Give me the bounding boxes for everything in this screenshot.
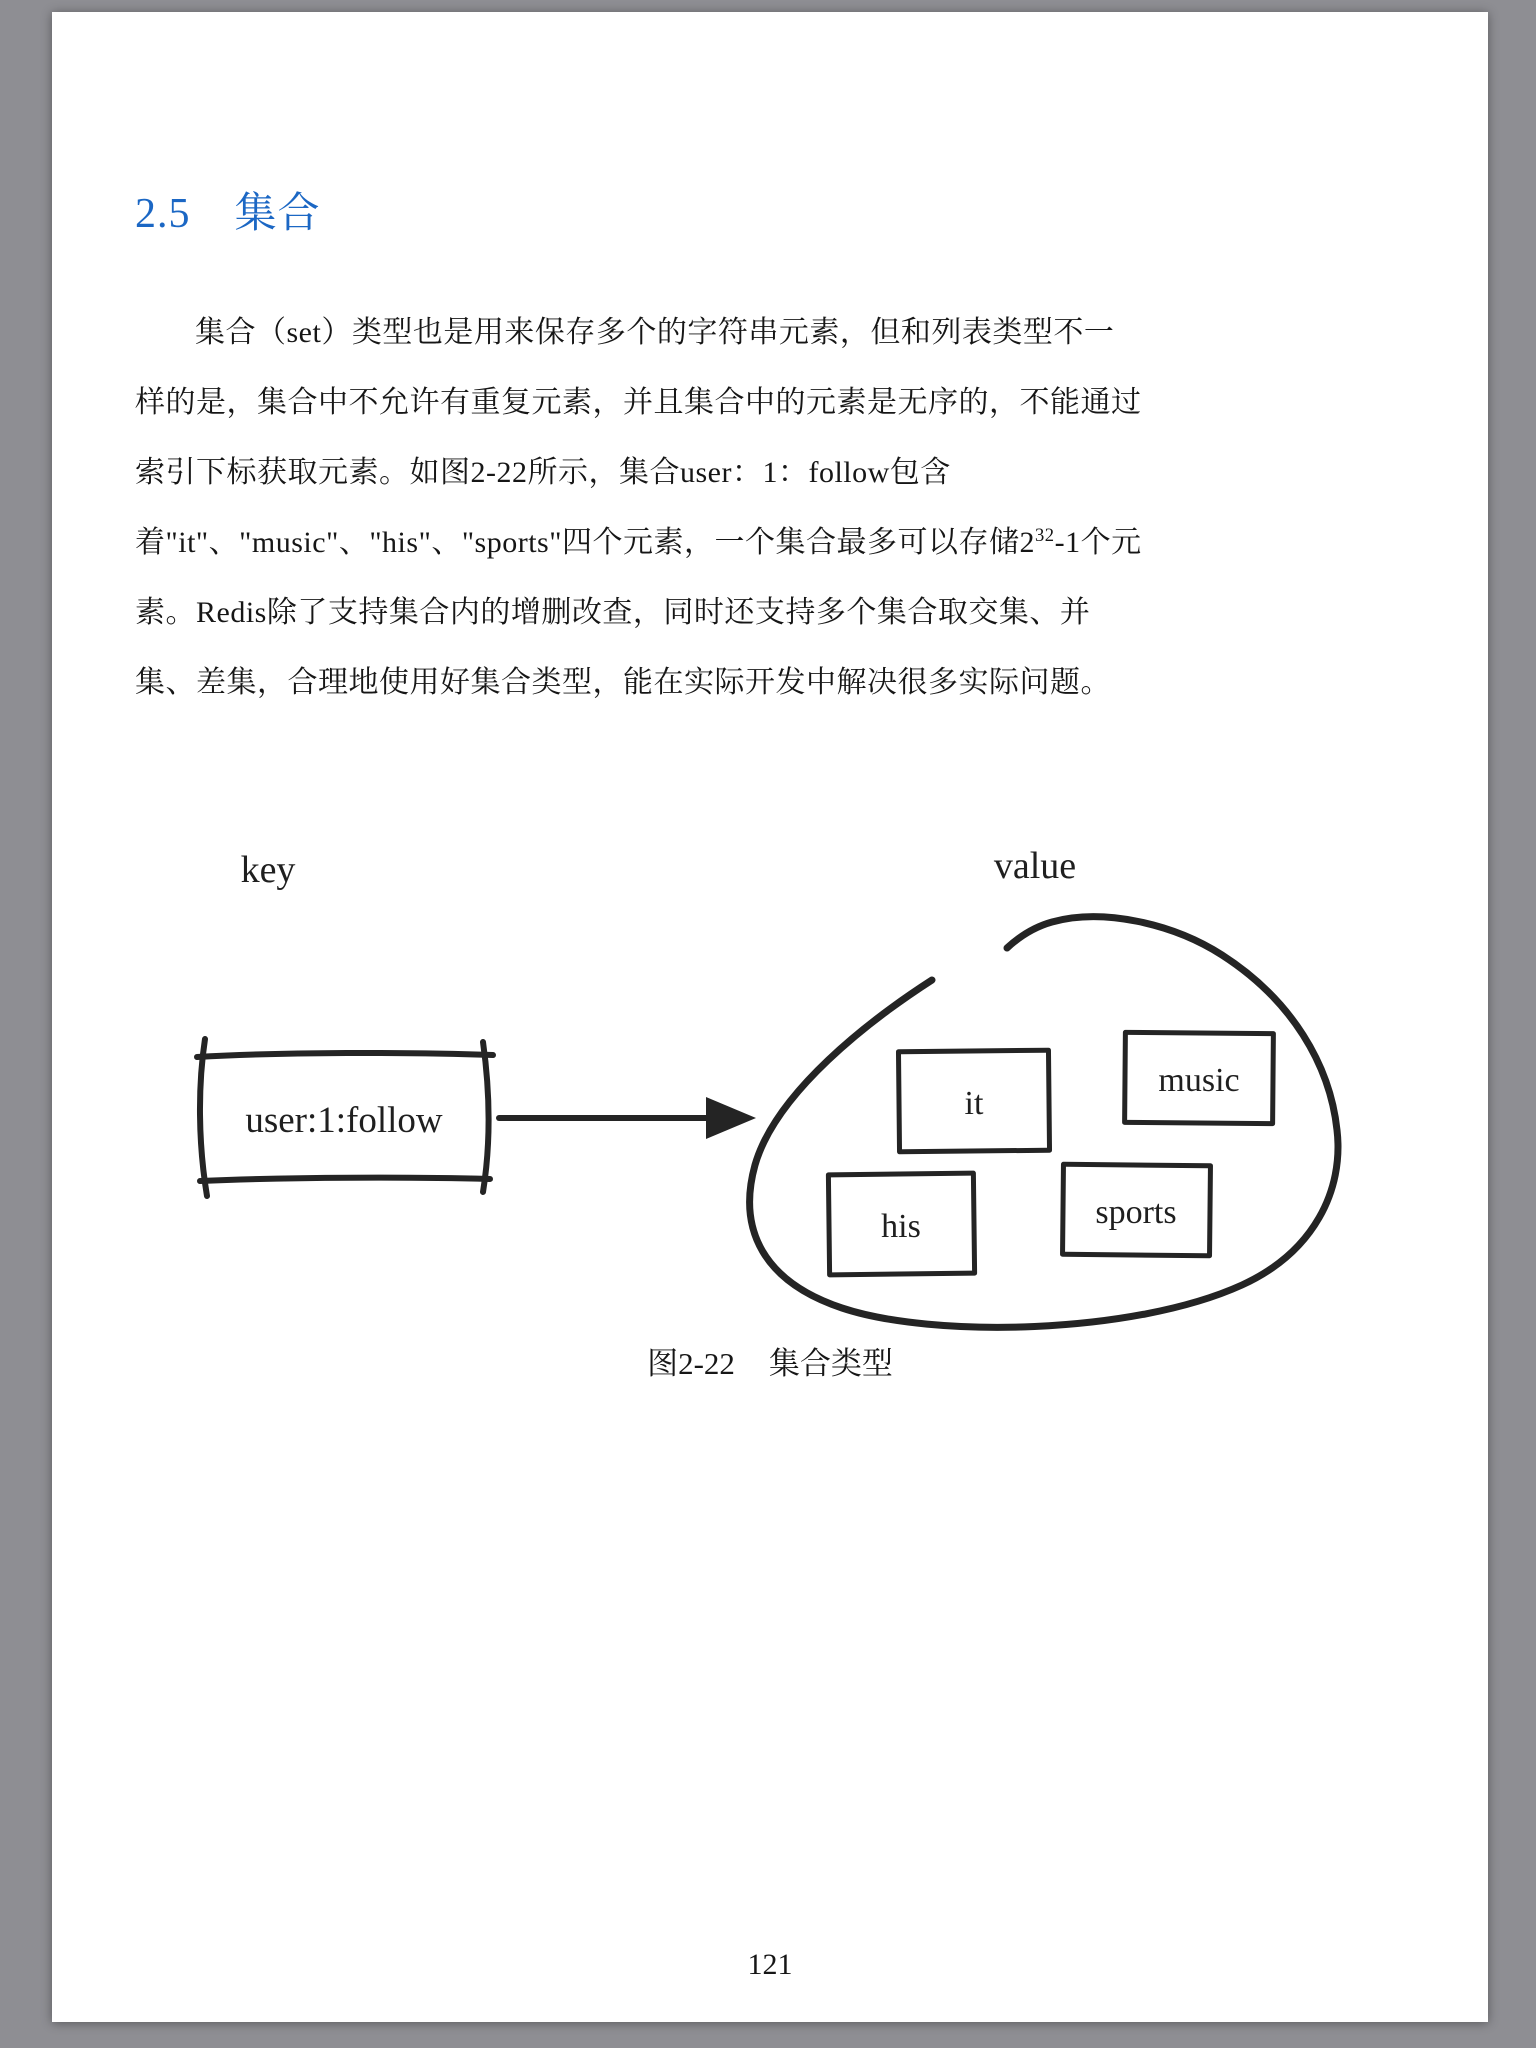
arrow <box>499 1097 756 1139</box>
set-member-sports <box>1063 1164 1211 1256</box>
set-type-diagram <box>52 830 1488 1360</box>
set-member-his <box>828 1173 974 1275</box>
paragraph-line: 集、差集，合理地使用好集合类型，能在实际开发中解决很多实际问题。 <box>135 666 1111 699</box>
set-member-label: sports <box>1095 1194 1177 1231</box>
section-title: 集合 <box>234 191 321 237</box>
body-paragraph <box>135 298 1142 718</box>
paragraph-line: 着"it"、"music"、"his"、"sports"四个元素，一个集合最多可以存储$2^{32}-1$个元 <box>135 525 1142 559</box>
figure-caption-title: 集合类型 <box>768 1346 893 1381</box>
paragraph-line: 素。Redis除了支持集合内的增删改查，同时还支持多个集合取交集、并 <box>135 596 1091 629</box>
figure-caption-number: 图2-22 <box>647 1346 735 1381</box>
figure-caption <box>52 1338 1488 1383</box>
paragraph-line: 索引下标获取元素。如图2-22所示，集合user：1：follow包含 <box>135 456 951 489</box>
set-member-label: his <box>881 1208 921 1245</box>
exponent: 32 <box>1034 525 1055 546</box>
page-number: 121 <box>747 1948 793 1981</box>
value-column-label: value <box>993 845 1077 887</box>
set-member-music <box>1125 1032 1274 1123</box>
key-column-label: key <box>240 849 296 891</box>
key-box <box>197 1039 493 1196</box>
set-member-label: it <box>964 1085 984 1122</box>
section-heading <box>135 180 321 240</box>
section-number: 2.5 <box>135 191 191 237</box>
document-page <box>52 12 1488 2022</box>
set-member-it <box>898 1050 1049 1152</box>
paragraph-line: 样的是，集合中不允许有重复元素，并且集合中的元素是无序的，不能通过 <box>135 386 1142 419</box>
set-member-label: music <box>1158 1062 1240 1099</box>
paragraph-line: 集合（set）类型也是用来保存多个的字符串元素，但和列表类型不一 <box>195 316 1115 349</box>
key-box-label: user:1:follow <box>245 1100 443 1141</box>
